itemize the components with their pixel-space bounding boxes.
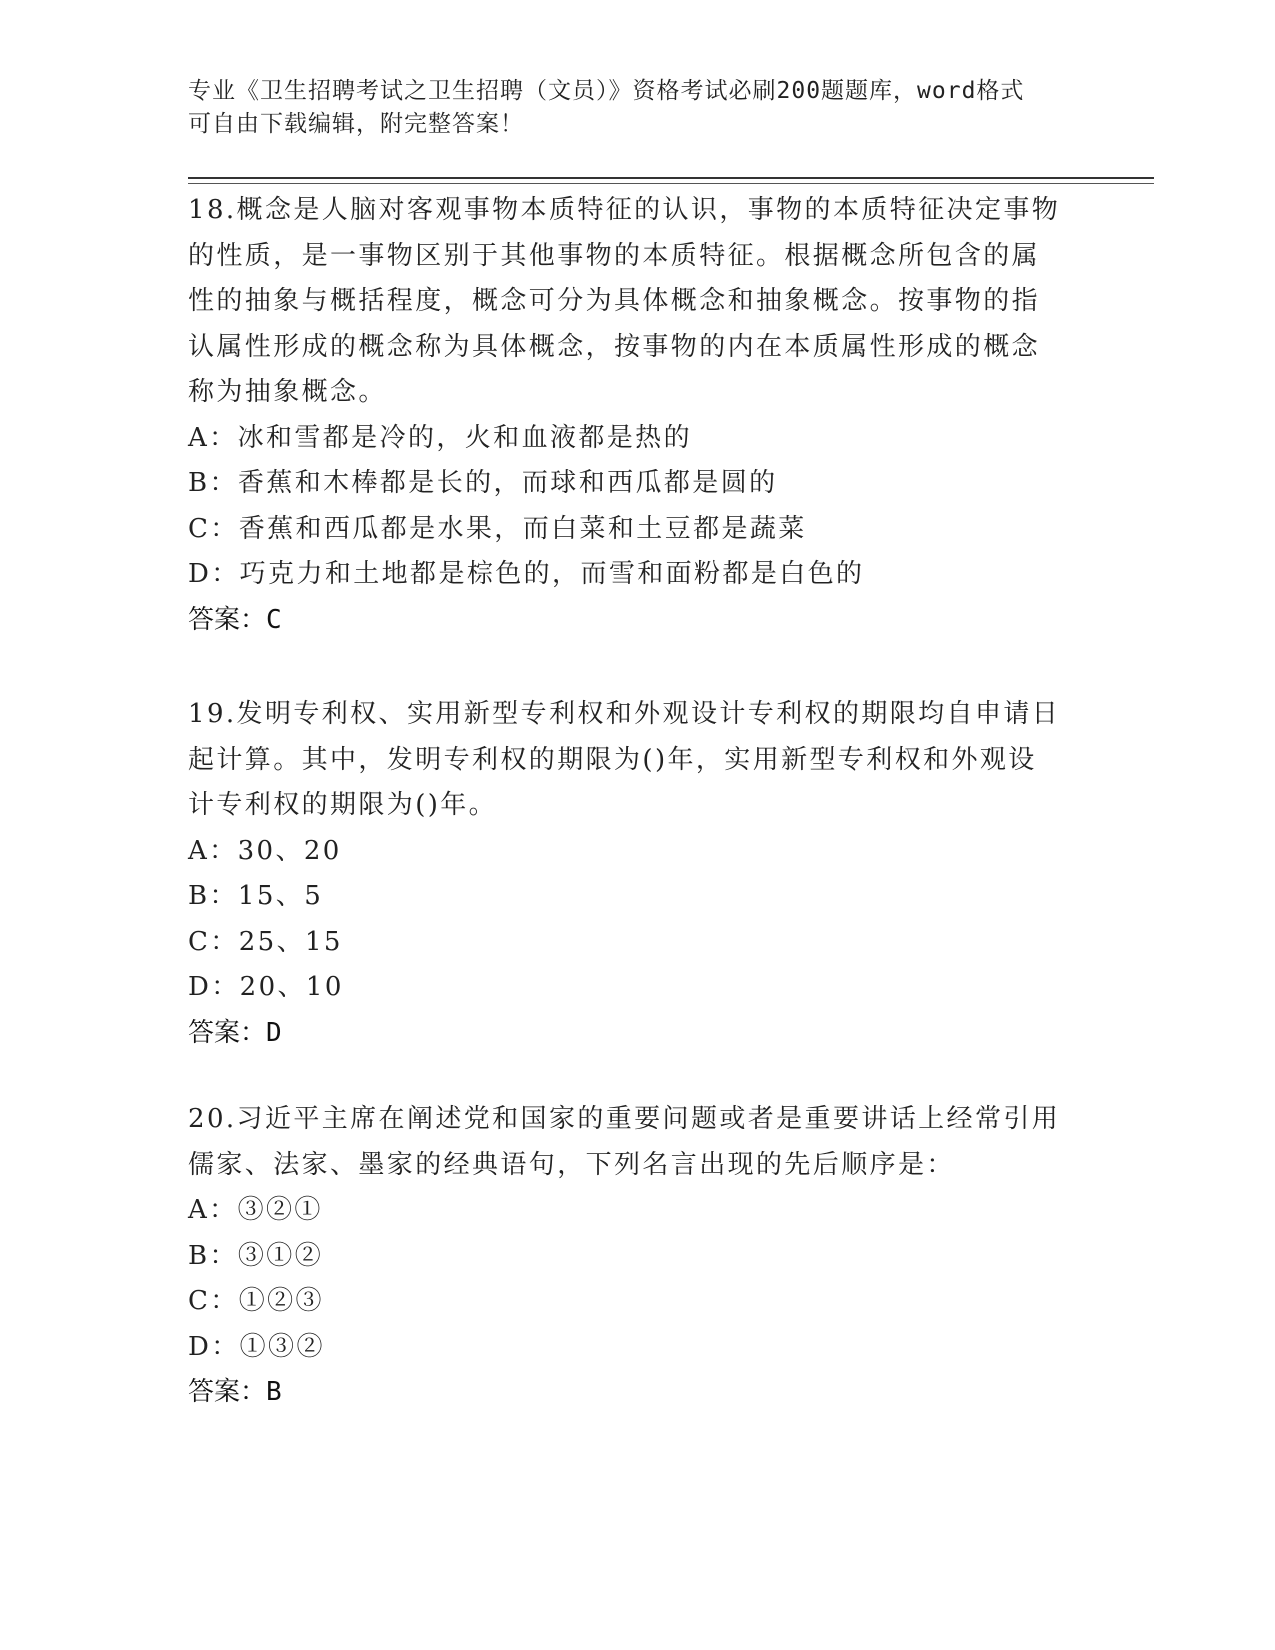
- question-text: [188, 188, 1088, 416]
- question-text-line: 性的抽象与概括程度，概念可分为具体概念和抽象概念。按事物的指: [188, 286, 1041, 316]
- option-d: D：20、10: [188, 972, 344, 1002]
- question-20: [188, 1097, 1088, 1416]
- header-divider-thin: [188, 183, 1154, 184]
- question-text-line: 儒家、法家、墨家的经典语句，下列名言出现的先后顺序是：: [188, 1149, 955, 1180]
- header-title-line-1: 专业《卫生招聘考试之卫生招聘（文员）》资格考试必刷200题题库，word格式: [188, 78, 1025, 104]
- header-title-line-2: 可自由下载编辑，附完整答案！: [188, 111, 524, 137]
- option-a: A：冰和雪都是冷的，火和血液都是热的: [188, 422, 692, 453]
- question-text-line: 18.概念是人脑对客观事物本质特征的认识，事物的本质特征决定事物: [188, 195, 1061, 225]
- question-18: [188, 188, 1088, 643]
- option-b: B：③①②: [188, 1240, 324, 1271]
- document-header: [188, 75, 1088, 141]
- option-c: C：香蕉和西瓜都是水果，而白菜和土豆都是蔬菜: [188, 513, 807, 544]
- option-a: A：30、20: [188, 835, 342, 866]
- option-b: B：香蕉和木棒都是长的，而球和西瓜都是圆的: [188, 468, 778, 498]
- option-d: D：①③②: [188, 1331, 325, 1362]
- header-divider-thick: [188, 177, 1154, 179]
- question-text-line: 20.习近平主席在阐述党和国家的重要问题或者是重要讲话上经常引用: [188, 1104, 1061, 1134]
- question-text: [188, 1097, 1088, 1188]
- question-19: [188, 692, 1088, 1056]
- question-text-line: 起计算。其中，发明专利权的期限为()年，实用新型专利权和外观设: [188, 744, 1037, 775]
- answer-label: 答案：D: [188, 1017, 282, 1048]
- question-text-line: 认属性形成的概念称为具体概念，按事物的内在本质属性形成的概念: [188, 331, 1041, 362]
- question-text-line: 计专利权的期限为()年。: [188, 790, 498, 820]
- question-text-line: 称为抽象概念。: [188, 377, 387, 407]
- question-text-line: 19.发明专利权、实用新型专利权和外观设计专利权的期限均自申请日: [188, 699, 1061, 729]
- answer-label: 答案：B: [188, 1377, 282, 1407]
- option-b: B：15、5: [188, 881, 324, 911]
- question-text-line: 的性质，是一事物区别于其他事物的本质特征。根据概念所包含的属: [188, 240, 1041, 271]
- option-c: C：25、15: [188, 926, 343, 957]
- option-a: A：③②①: [188, 1195, 323, 1225]
- option-c: C：①②③: [188, 1286, 324, 1316]
- option-d: D：巧克力和土地都是棕色的，而雪和面粉都是白色的: [188, 559, 865, 589]
- answer-label: 答案：C: [188, 604, 282, 635]
- question-text: [188, 692, 1088, 829]
